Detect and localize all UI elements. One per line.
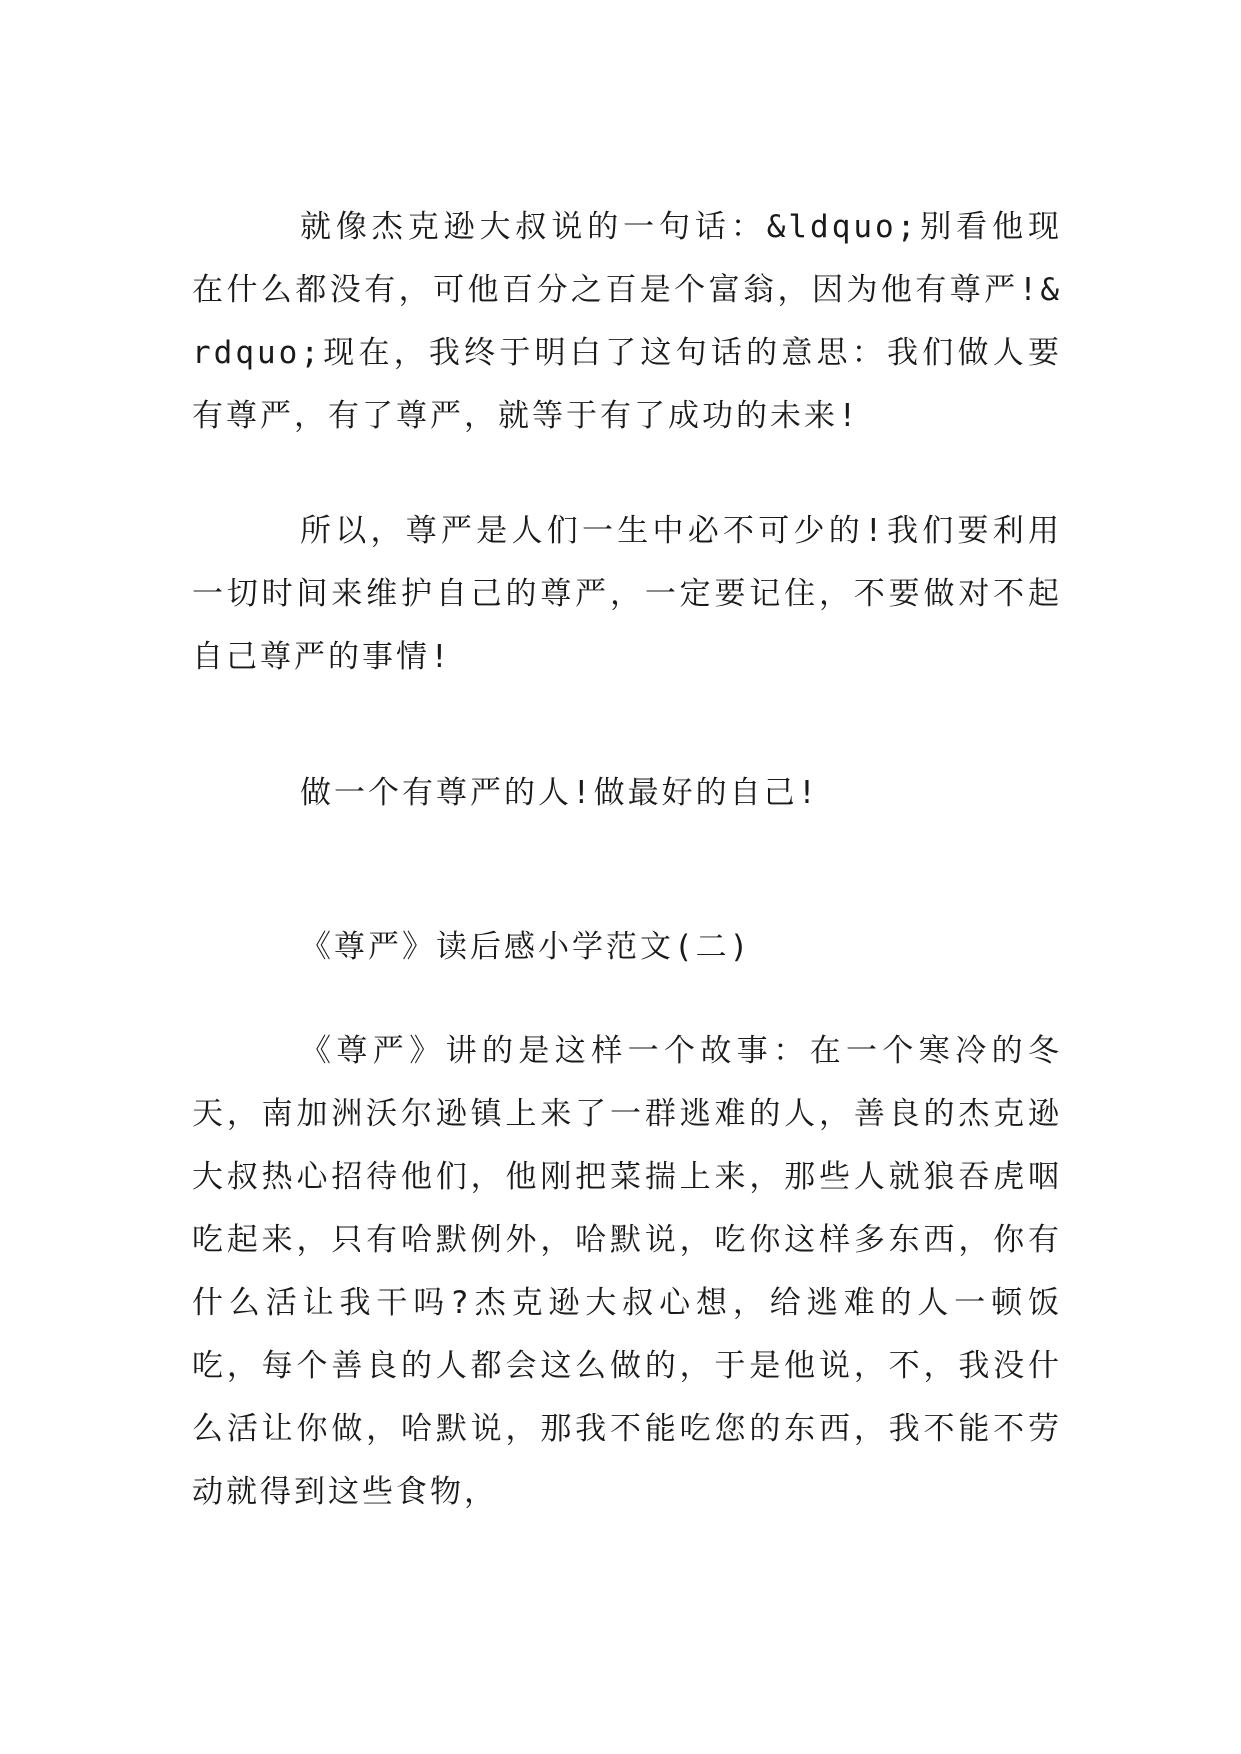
- paragraph-be-dignified: 做一个有尊严的人!做最好的自己!: [300, 775, 820, 811]
- paragraph-story: 《尊严》讲的是这样一个故事：在一个寒冷的冬天，南加洲沃尔逊镇上来了一群逃难的人，善良的杰克逊大叔热心招待他们，他刚把菜揣上来，那些人就狼吞虎咽吃起来，只有哈默例外，哈默说，吃你这样多东西，你有什么活让我干吗?杰克逊大叔心想，给逃难的人一顿饭吃，每个善良的人都会这么做的，于是他说，不，我没什么活让你做，哈默说，那我不能吃您的东西，我不能不劳动就得到这些食物，: [192, 1033, 1062, 1510]
- section-title: 《尊严》读后感小学范文(二): [300, 929, 752, 965]
- paragraph-dignity-importance: 所以，尊严是人们一生中必不可少的!我们要利用一切时间来维护自己的尊严，一定要记住，不要做对不起自己尊严的事情!: [192, 513, 1062, 675]
- paragraph-dignity-quote: 就像杰克逊大叔说的一句话：&ldquo;别看他现在什么都没有，可他百分之百是个富翁，因为他有尊严!&rdquo;现在，我终于明白了这句话的意思：我们做人要有尊严，有了尊严，就等于有了成功的未来!: [192, 209, 1062, 434]
